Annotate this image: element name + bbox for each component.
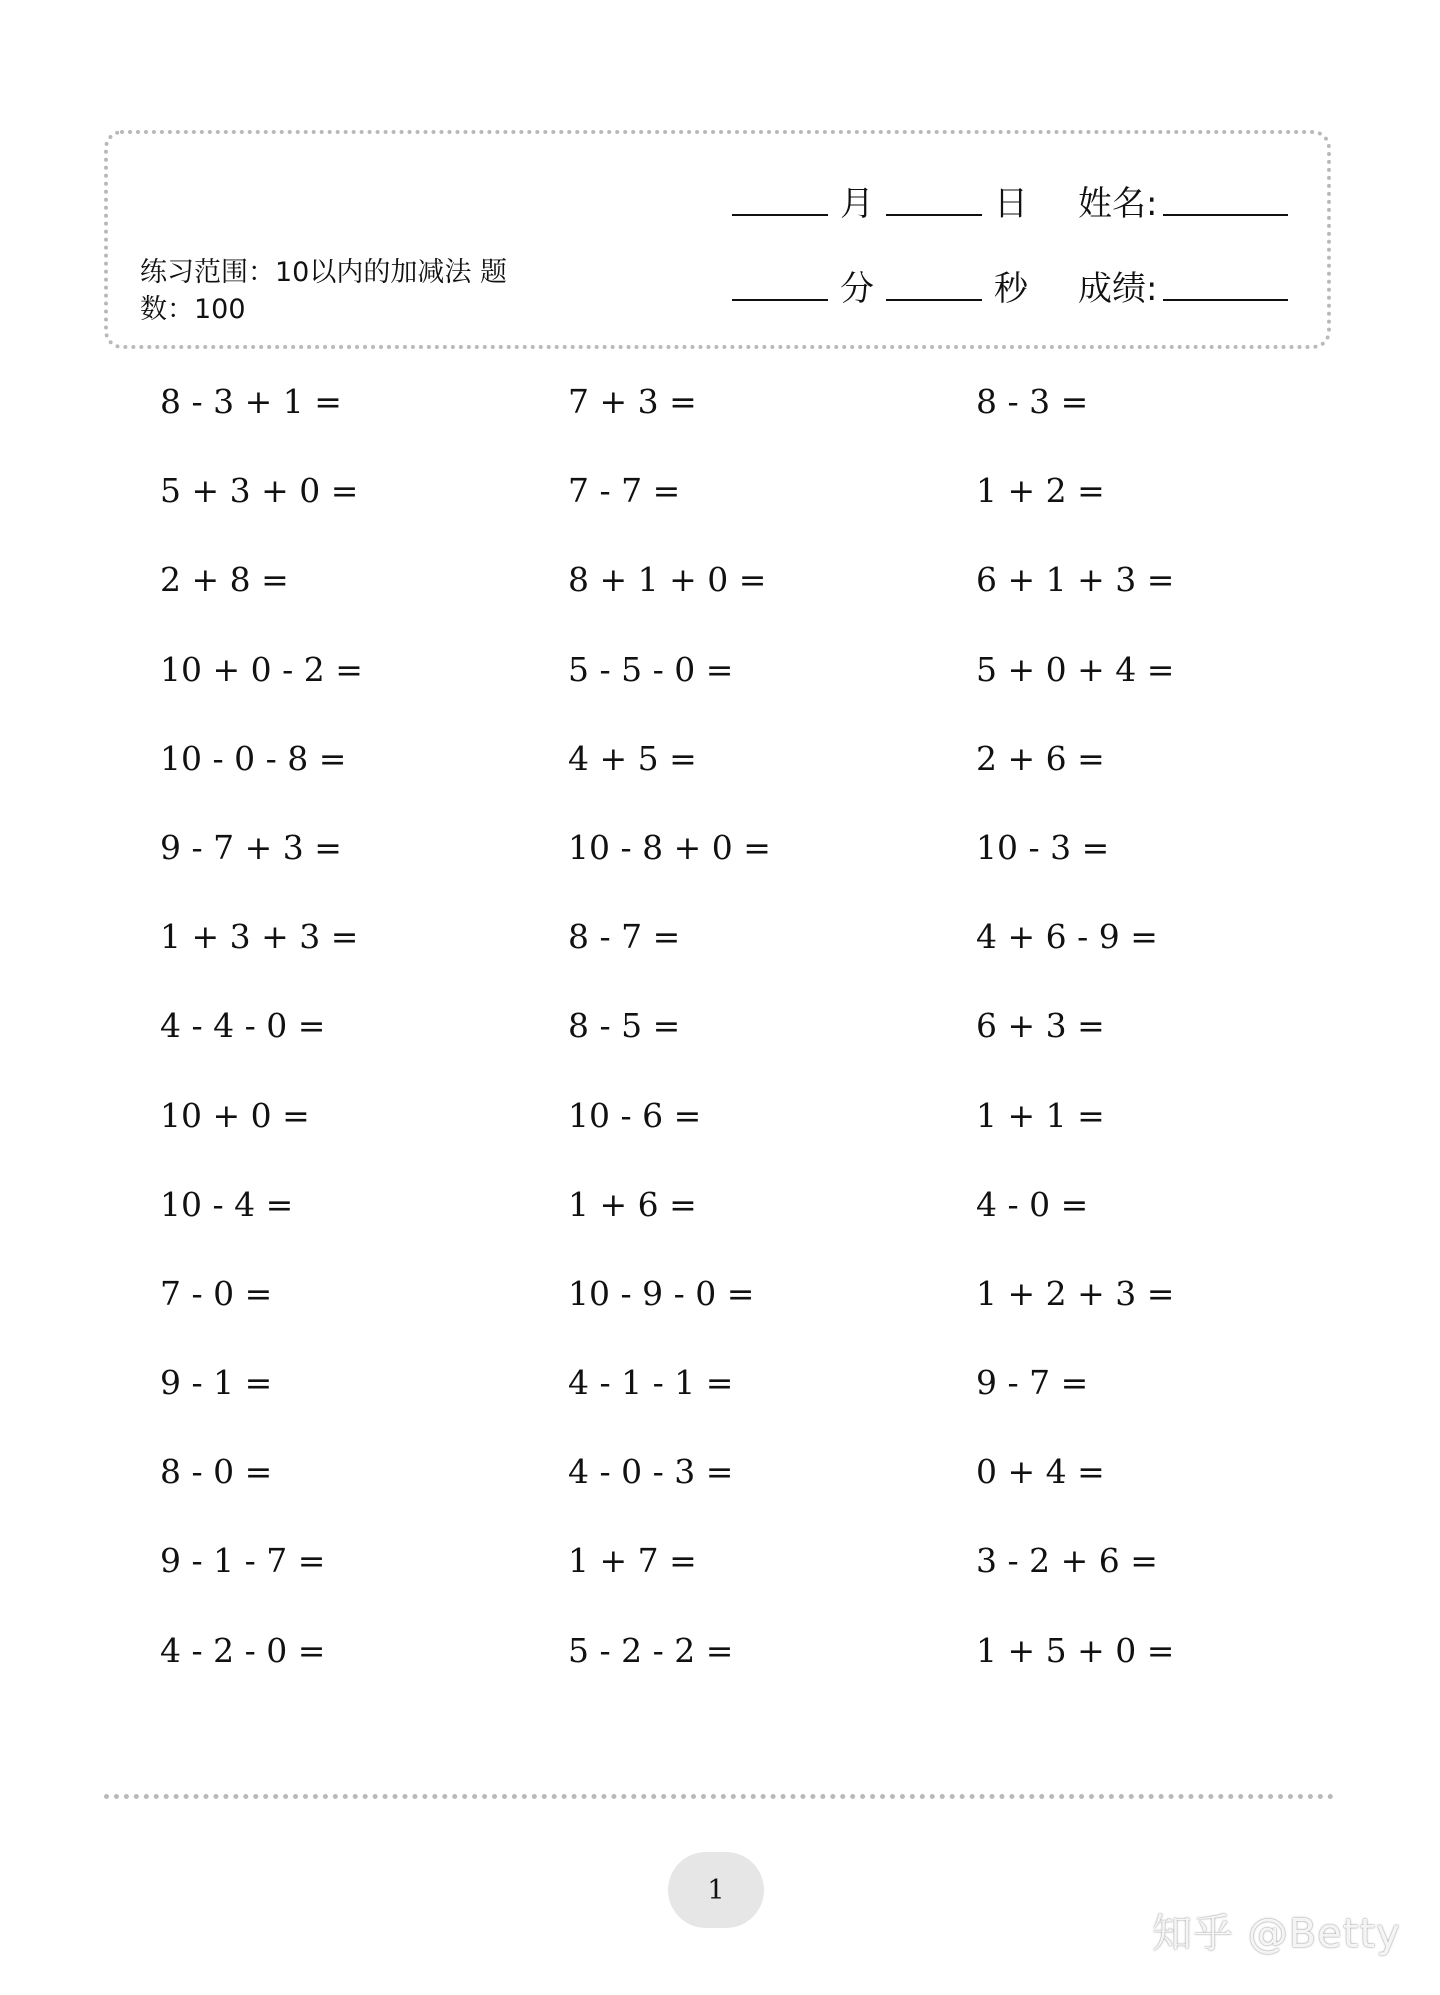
math-problem: 7 - 7 =	[568, 471, 681, 511]
practice-range-label: 练习范围：10以内的加减法 题数：100	[140, 257, 507, 325]
time-score-row	[732, 263, 1288, 309]
month-label: 月	[840, 184, 874, 224]
math-problem: 1 + 1 =	[976, 1095, 1105, 1135]
footer-divider	[104, 1794, 1334, 1799]
month-blank[interactable]	[732, 214, 828, 216]
math-problem: 4 - 0 =	[976, 1184, 1089, 1224]
math-problem: 10 - 3 =	[976, 827, 1110, 867]
math-problem: 9 - 7 + 3 =	[160, 827, 342, 867]
day-blank[interactable]	[886, 214, 982, 216]
math-problem: 1 + 7 =	[568, 1541, 697, 1581]
day-label: 日	[994, 184, 1028, 224]
math-problem: 1 + 6 =	[568, 1184, 697, 1224]
math-problem: 8 - 3 =	[976, 382, 1089, 421]
math-problem: 9 - 1 =	[160, 1363, 273, 1403]
math-problem: 1 + 3 + 3 =	[160, 917, 359, 957]
minute-blank[interactable]	[732, 299, 828, 301]
math-problem: 1 + 5 + 0 =	[976, 1630, 1175, 1670]
math-problem: 4 - 4 - 0 =	[160, 1006, 326, 1046]
math-problem: 4 - 1 - 1 =	[568, 1363, 734, 1403]
math-problem: 2 + 8 =	[160, 560, 289, 600]
math-problem: 7 - 0 =	[160, 1273, 273, 1313]
page-number-badge: 1	[668, 1852, 764, 1928]
math-problem: 9 - 7 =	[976, 1363, 1089, 1403]
watermark: 知乎 @Betty	[1152, 1911, 1401, 1957]
math-problem: 8 - 5 =	[568, 1006, 681, 1046]
math-problem: 10 - 6 =	[568, 1095, 702, 1135]
math-problem: 9 - 1 - 7 =	[160, 1541, 326, 1581]
math-problem: 2 + 6 =	[976, 738, 1105, 778]
math-problem: 6 + 1 + 3 =	[976, 560, 1175, 600]
math-problem: 4 - 2 - 0 =	[160, 1630, 326, 1670]
math-problem: 10 - 8 + 0 =	[568, 827, 771, 867]
second-label: 秒	[994, 269, 1028, 309]
math-problem: 8 - 7 =	[568, 917, 681, 957]
second-blank[interactable]	[886, 299, 982, 301]
math-problem: 8 - 3 + 1 =	[160, 382, 342, 421]
minute-label: 分	[840, 269, 874, 309]
score-blank[interactable]	[1163, 299, 1288, 301]
date-name-row	[732, 178, 1288, 224]
math-problem: 10 - 4 =	[160, 1184, 294, 1224]
name-label: 姓名:	[1078, 184, 1158, 224]
math-problem: 0 + 4 =	[976, 1452, 1105, 1492]
math-problem: 1 + 2 =	[976, 471, 1105, 511]
math-problem: 4 - 0 - 3 =	[568, 1452, 734, 1492]
math-problem: 10 - 9 - 0 =	[568, 1273, 755, 1313]
math-problem: 6 + 3 =	[976, 1006, 1105, 1046]
math-problem: 7 + 3 =	[568, 382, 697, 421]
name-blank[interactable]	[1163, 214, 1288, 216]
math-problem: 3 - 2 + 6 =	[976, 1541, 1158, 1581]
math-problem: 4 + 5 =	[568, 738, 697, 778]
math-problem: 4 + 6 - 9 =	[976, 917, 1158, 957]
math-problem: 5 + 3 + 0 =	[160, 471, 359, 511]
math-problem: 10 - 0 - 8 =	[160, 738, 347, 778]
math-problem: 5 + 0 + 4 =	[976, 649, 1175, 689]
math-problem: 8 - 0 =	[160, 1452, 273, 1492]
math-problem: 10 + 0 =	[160, 1095, 310, 1135]
math-problem: 1 + 2 + 3 =	[976, 1273, 1175, 1313]
math-problem: 5 - 2 - 2 =	[568, 1630, 734, 1670]
math-problem: 10 + 0 - 2 =	[160, 649, 363, 689]
problem-grid	[160, 378, 1360, 1716]
score-label: 成绩:	[1078, 269, 1158, 309]
math-problem: 8 + 1 + 0 =	[568, 560, 767, 600]
math-problem: 5 - 5 - 0 =	[568, 649, 734, 689]
